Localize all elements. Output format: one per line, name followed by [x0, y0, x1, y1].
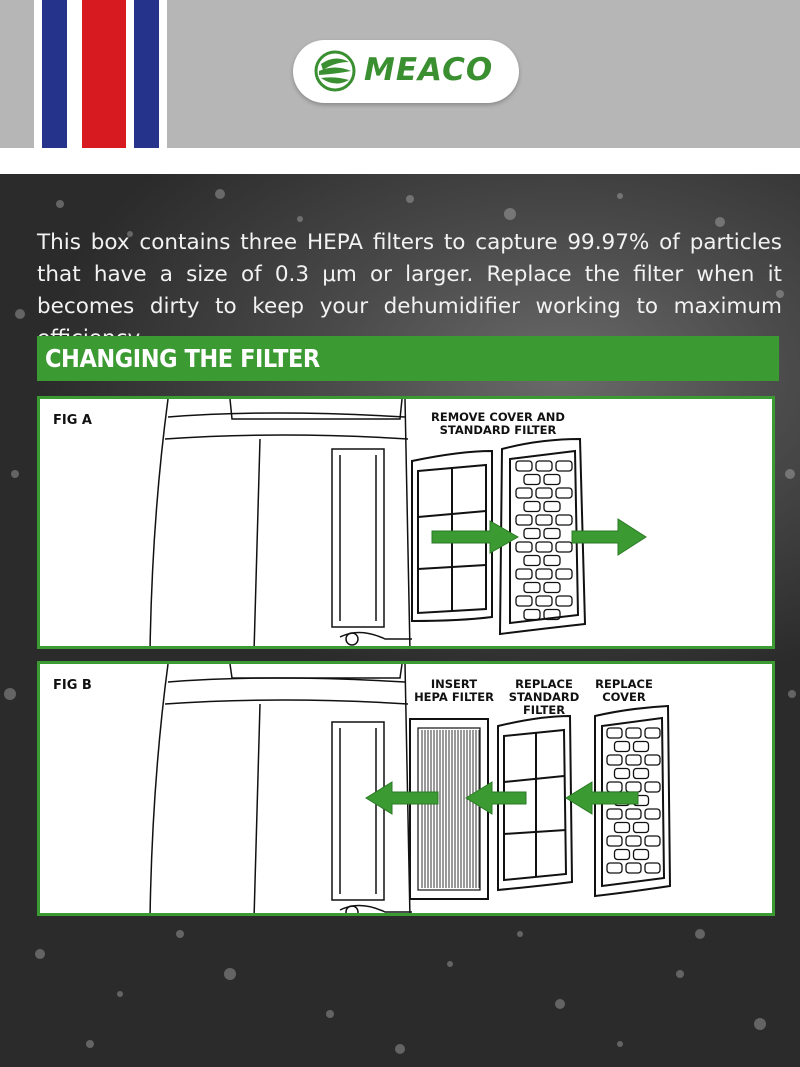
flag-stripe-blue-1 [42, 0, 67, 148]
arrow-left-icon [366, 782, 438, 814]
section-title: CHANGING THE FILTER [45, 344, 320, 373]
figure-b-caption-replace-standard: REPLACE STANDARD FILTER [508, 677, 580, 717]
brand-name: MEACO [364, 52, 494, 88]
flag-stripe-blue-2 [134, 0, 159, 148]
figure-a-label: FIG A [53, 413, 92, 428]
arrow-left-icon [466, 782, 526, 814]
hepa-filter [410, 719, 488, 899]
arrow-right-icon [432, 521, 518, 553]
figure-b-illustration [40, 664, 775, 916]
figure-b [37, 661, 775, 916]
figure-b-caption-replace-cover: REPLACE COVER [595, 677, 653, 704]
header-divider [0, 148, 800, 174]
section-banner [37, 336, 779, 381]
intro-paragraph: This box contains three HEPA filters to capture 99.97% of particles that have a size of 0.3 μm or larger. Replace the filter when it becomes dirty to keep your dehumidifier working to maximum [37, 230, 782, 319]
meaco-logo [293, 40, 519, 103]
figure-b-caption-insert-hepa: INSERT HEPA FILTER [414, 677, 494, 704]
header-bar [0, 0, 800, 148]
flag-stripe-white-3 [126, 0, 134, 148]
figure-a-illustration [40, 399, 775, 649]
flag-stripe-white-1 [34, 0, 42, 148]
meaco-swirl-icon [305, 40, 365, 103]
flag-stripe-red [82, 0, 126, 148]
figure-a-caption: REMOVE COVER AND STANDARD FILTER [431, 410, 565, 437]
figure-b-label: FIG B [53, 678, 92, 693]
figure-a [37, 396, 775, 649]
flag-stripe-white-4 [159, 0, 167, 148]
flag-stripe-white-2 [67, 0, 82, 148]
